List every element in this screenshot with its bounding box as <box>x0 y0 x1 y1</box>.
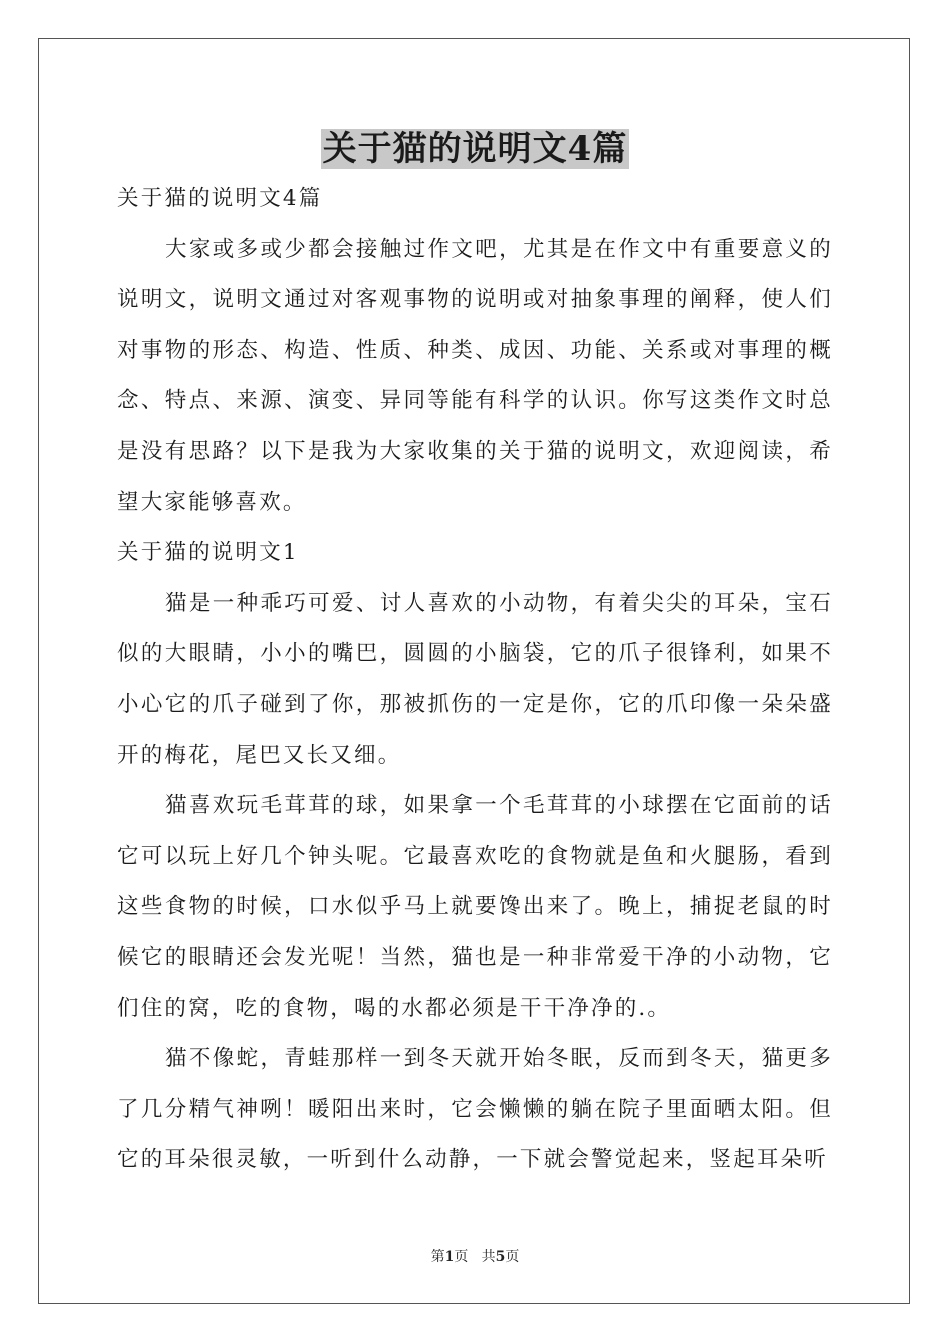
page-title <box>0 124 950 174</box>
footer-page-number: 1 <box>444 1249 455 1265</box>
paragraph-intro: 大家或多或少都会接触过作文吧，尤其是在作文中有重要意义的说明文，说明文通过对客观事物的说明或对抽象事理的阐释，使人们对事物的形态、构造、性质、种类、成因、功能、关系或对事理的概念、特点、来源、演变、异同等能有科学的认识。你写这类作文时总是没有思路？以下是我为大家收集的关于猫的说明文，欢迎阅读，希望大家能够喜欢。 <box>117 236 833 515</box>
footer-total-prefix: 共 <box>481 1249 496 1265</box>
footer-total-suffix: 页 <box>505 1249 520 1265</box>
section-heading-1: 关于猫的说明文1 <box>117 540 299 566</box>
footer-total-pages: 5 <box>495 1249 506 1265</box>
paragraph-habits: 猫喜欢玩毛茸茸的球，如果拿一个毛茸茸的小球摆在它面前的话它可以玩上好几个钟头呢。它最喜欢吃的食物就是鱼和火腿肠，看到这些食物的时候，口水似乎马上就要馋出来了。晚上，捕捉老鼠的时候它的眼睛还会发光呢！当然，猫也是一种非常爱干净的小动物，它们住的窝，吃的食物，喝的水都必须是干干净净的.。 <box>117 793 833 1021</box>
paragraph-appearance: 猫是一种乖巧可爱、讨人喜欢的小动物，有着尖尖的耳朵，宝石似的大眼睛，小小的嘴巴，圆圆的小脑袋，它的爪子很锋利，如果不小心它的爪子碰到了你，那被抓伤的一定是你，它的爪印像一朵朵盛开的梅花，尾巴又长又细。 <box>117 590 833 768</box>
page-footer <box>0 1246 950 1266</box>
page-title-text: 关于猫的说明文4篇 <box>322 129 628 169</box>
footer-page-suffix: 页 <box>454 1249 469 1265</box>
document-subtitle: 关于猫的说明文4篇 <box>117 186 323 211</box>
footer-page-prefix: 第 <box>430 1249 445 1265</box>
paragraph-winter: 猫不像蛇，青蛙那样一到冬天就开始冬眠，反而到冬天，猫更多了几分精气神咧！暖阳出来时，它会懒懒的躺在院子里面晒太阳。但它的耳朵很灵敏，一听到什么动静，一下就会警觉起来，竖起耳朵听 <box>117 1046 833 1173</box>
document-body <box>117 174 833 1186</box>
